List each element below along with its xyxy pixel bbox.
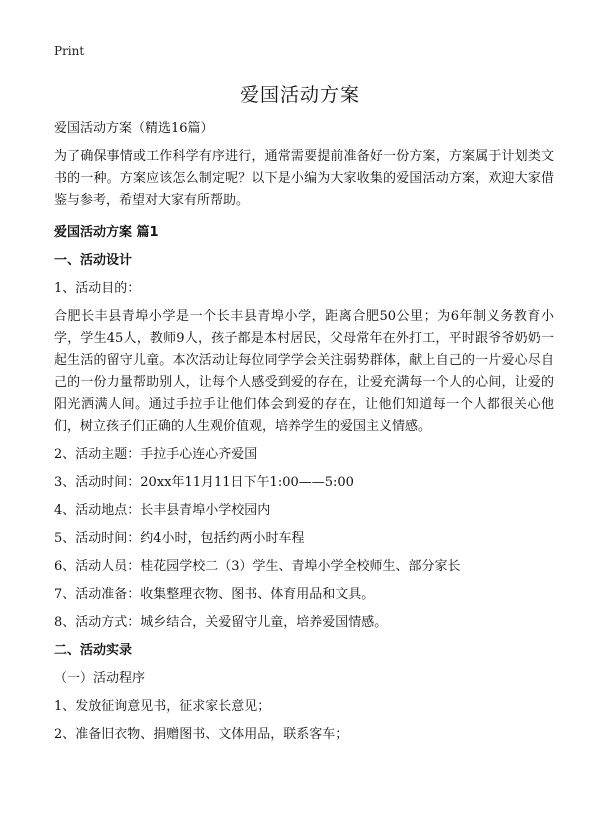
print-link[interactable]: Print xyxy=(54,44,85,58)
part2-subheading: （一）活动程序 xyxy=(54,671,146,686)
list-item: 7、活动准备：收集整理衣物、图书、体育用品和文具。 xyxy=(54,587,375,602)
list-item: 2、准备旧衣物、捐赠图书、文体用品，联系客车； xyxy=(54,727,349,742)
document-body xyxy=(54,118,554,746)
list-item: 8、活动方式：城乡结合，关爱留守儿童，培养爱国情感。 xyxy=(54,615,388,630)
section-title: 爱国活动方案 篇1 xyxy=(54,225,159,240)
part1-heading: 一、活动设计 xyxy=(54,253,133,268)
list-item: 2、活动主题：手拉手心连心齐爱国 xyxy=(54,447,258,462)
list-item: 1、发放征询意见书，征求家长意见； xyxy=(54,699,271,714)
page-title: 爱国活动方案 xyxy=(239,84,360,106)
part2-heading: 二、活动实录 xyxy=(54,643,133,658)
list-item: 6、活动人员：桂花园学校二（3）学生、青埠小学全校师生、部分家长 xyxy=(54,559,461,574)
list-item: 4、活动地点：长丰县青埠小学校园内 xyxy=(54,503,271,518)
list-item: 5、活动时间：约4小时，包括约两小时车程 xyxy=(54,531,305,546)
intro-paragraph: 为了确保事情或工作科学有序进行，通常需要提前准备好一份方案，方案属于计划类文书的一种。方案应该怎么制定呢？以下是小编为大家收集的爱国活动方案，欢迎大家借鉴与参考，希望对大家有所帮助。 xyxy=(54,149,554,208)
list-item: 1、活动目的： xyxy=(54,281,141,296)
purpose-paragraph: 合肥长丰县青埠小学是一个长丰县青埠小学，距离合肥50公里；为6年制义务教育小学，学生45人，教师9人，孩子都是本村居民，父母常年在外打工，平时跟爷爷奶奶一起生活的留守儿童。本次活动让每位同学学会关注弱势群体，献上自己的一片爱心尽自己的一份力量帮助别人，让每个人感受到爱的存在，让爱充满每一个人的心间，让爱的阳光洒满人间。通过手拉手让他们体会到爱的存在，让他们知道每一个人都很关心他们，树立孩子们正确的人生观价值观，培养学生的爱国主义情感。 xyxy=(54,309,554,434)
document-subtitle: 爱国活动方案（精选16篇） xyxy=(54,121,214,136)
list-item: 3、活动时间：20xx年11月11日下午1:00——5:00 xyxy=(54,475,354,490)
